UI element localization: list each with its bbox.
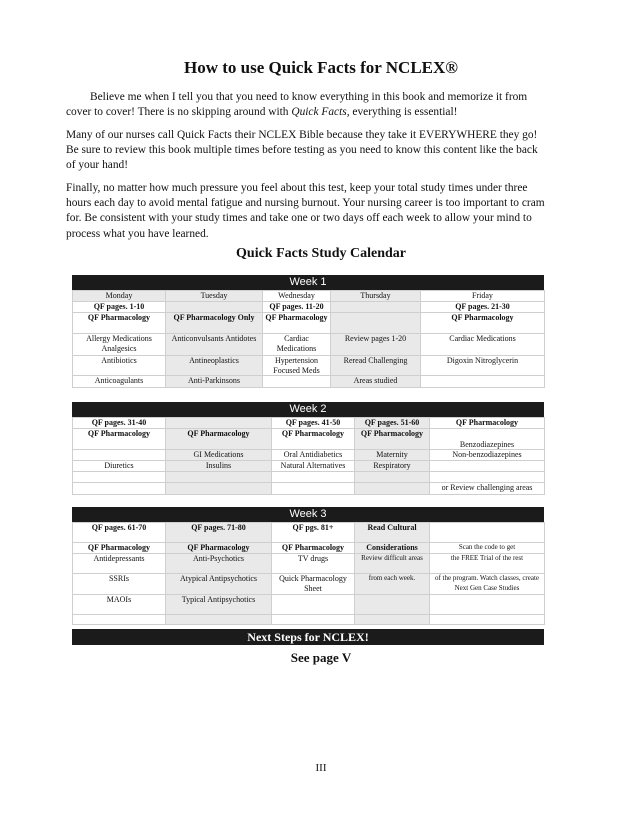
table-row [73, 554, 545, 574]
table-cell: QF Pharmacology [73, 313, 166, 334]
table-cell: Review difficult areas [355, 554, 430, 574]
table-row [73, 376, 545, 388]
table-cell: QF pages. 11-20 [263, 302, 331, 313]
table-cell: Monday [73, 291, 166, 302]
table-cell: QF pages. 31-40 [73, 418, 166, 429]
table-cell: Insulins [166, 461, 272, 472]
table-cell: QF Pharmacology [73, 543, 166, 554]
table-cell: Anti-Psychotics [166, 554, 272, 574]
table-cell: Considerations [355, 543, 430, 554]
table-row [73, 334, 545, 356]
table-cell: Review pages 1-20 [331, 334, 421, 356]
see-page-reference: See page V [290, 650, 352, 665]
table-cell: QF Pharmacology [272, 429, 355, 450]
week-1-header: Week 1 [72, 275, 544, 290]
table-cell: Cardiac Medications [421, 334, 545, 356]
table-cell [263, 376, 331, 388]
table-cell: Non-benzodiazepines [430, 450, 545, 461]
table-cell [166, 418, 272, 429]
table-cell: Digoxin Nitroglycerin [421, 356, 545, 376]
table-cell: MAOIs [73, 595, 166, 615]
table-cell: QF Pharmacology Only [166, 313, 263, 334]
table-cell: Natural Alternatives [272, 461, 355, 472]
table-row [73, 291, 545, 302]
table-cell: Areas studied [331, 376, 421, 388]
table-cell: from each week. [355, 574, 430, 595]
table-cell: Friday [421, 291, 545, 302]
table-cell: Reread Challenging [331, 356, 421, 376]
table-cell [272, 472, 355, 483]
table-cell: TV drugs [272, 554, 355, 574]
table-cell [421, 376, 545, 388]
table-cell: QF pages. 51-60 [355, 418, 430, 429]
table-cell: QF Pharmacology [430, 418, 545, 429]
table-cell [355, 472, 430, 483]
calendar-title: Quick Facts Study Calendar [236, 246, 406, 261]
table-cell: Antidepressants [73, 554, 166, 574]
table-cell: GI Medications [166, 450, 272, 461]
table-cell: QF pages. 1-10 [73, 302, 166, 313]
table-cell: Typical Antipsychotics [166, 595, 272, 615]
table-row [73, 418, 545, 429]
table-cell [166, 615, 272, 625]
week-3-table [72, 522, 545, 625]
week-3-header: Week 3 [72, 507, 544, 522]
table-cell [272, 595, 355, 615]
table-cell: Anticonvulsants Antidotes [166, 334, 263, 356]
table-cell [355, 615, 430, 625]
table-cell: Allergy Medications Analgesics [73, 334, 166, 356]
table-cell: SSRIs [73, 574, 166, 595]
table-cell [331, 313, 421, 334]
table-row [73, 574, 545, 595]
table-cell: QF pages. 21-30 [421, 302, 545, 313]
table-cell: QF Pharmacology [272, 543, 355, 554]
table-cell [355, 483, 430, 495]
next-steps-banner: Next Steps for NCLEX! [72, 629, 544, 645]
table-cell: QF pages. 61-70 [73, 523, 166, 543]
table-cell: Quick Pharmacology Sheet [272, 574, 355, 595]
week-1-block [72, 275, 544, 388]
table-cell [430, 615, 545, 625]
table-cell [73, 615, 166, 625]
book-title-italic: Quick Facts, [291, 106, 350, 119]
table-cell: Tuesday [166, 291, 263, 302]
table-cell: Maternity [355, 450, 430, 461]
study-time-paragraph: Finally, no matter how much pressure you feel about this test, keep your total study times under three hours each day to avoid mental fatigue and nursing burnout. Your nursing career is too important to cram for. Be consistent with your study times and take one or two days off each week to allow your mind to process what you have learned. [66, 182, 545, 240]
table-cell [355, 595, 430, 615]
table-cell: QF Pharmacology [166, 543, 272, 554]
week-3-block [72, 507, 544, 625]
table-cell [73, 483, 166, 495]
table-cell: Antibiotics [73, 356, 166, 376]
table-cell [272, 615, 355, 625]
table-row [73, 523, 545, 543]
intro-text-start: Believe me when I tell you that you need to know everything in this book and memorize it from cover to cover! There is no skipping around with [66, 91, 528, 119]
bible-paragraph: Many of our nurses call Quick Facts their NCLEX Bible because they take it EVERYWHERE they go! Be sure to review this book multiple times before testing as you need to know this content like the back of your hand! [66, 129, 538, 172]
table-cell [430, 595, 545, 615]
table-cell: Respiratory [355, 461, 430, 472]
table-row [73, 450, 545, 461]
table-cell: QF Pharmacology [421, 313, 545, 334]
table-cell: Antineoplastics [166, 356, 263, 376]
table-cell: Scan the code to get [430, 543, 545, 554]
table-row [73, 472, 545, 483]
table-cell: Wednesday [263, 291, 331, 302]
table-row [73, 356, 545, 376]
table-cell [166, 472, 272, 483]
table-cell: QF Pharmacology [73, 429, 166, 450]
week-2-header: Week 2 [72, 402, 544, 417]
table-cell [331, 302, 421, 313]
table-cell [430, 523, 545, 543]
table-row [73, 429, 545, 450]
week-1-table [72, 290, 545, 388]
table-row [73, 483, 545, 495]
table-cell: Read Cultural [355, 523, 430, 543]
table-cell [430, 461, 545, 472]
table-cell [430, 472, 545, 483]
table-cell [73, 472, 166, 483]
intro-paragraph [66, 90, 548, 120]
table-cell: Benzodiazepines [430, 429, 545, 450]
table-cell: Anti-Parkinsons [166, 376, 263, 388]
table-cell: Oral Antidiabetics [272, 450, 355, 461]
table-row [73, 461, 545, 472]
table-cell: Cardiac Medications [263, 334, 331, 356]
table-cell: or Review challenging areas [430, 483, 545, 495]
table-row [73, 302, 545, 313]
week-2-block [72, 402, 544, 495]
page-title: How to use Quick Facts for NCLEX® [184, 58, 458, 77]
table-cell: Atypical Antipsychotics [166, 574, 272, 595]
table-cell: the FREE Trial of the rest [430, 554, 545, 574]
table-cell: Thursday [331, 291, 421, 302]
table-cell [166, 483, 272, 495]
table-cell: Diuretics [73, 461, 166, 472]
intro-text-end: everything is essential! [349, 106, 458, 119]
table-row [73, 595, 545, 615]
table-cell: of the program. Watch classes, create Next Gen Case Studies [430, 574, 545, 595]
table-cell: QF Pharmacology [166, 429, 272, 450]
week-2-table [72, 417, 545, 495]
page-number: III [315, 762, 327, 774]
table-cell: QF pages. 71-80 [166, 523, 272, 543]
table-cell: Anticoagulants [73, 376, 166, 388]
table-row [73, 313, 545, 334]
table-row [73, 615, 545, 625]
table-cell: QF pages. 41-50 [272, 418, 355, 429]
table-cell [73, 450, 166, 461]
table-cell: QF pgs. 81+ [272, 523, 355, 543]
table-row [73, 543, 545, 554]
table-cell: QF Pharmacology [355, 429, 430, 450]
table-cell: Hypertension Focused Meds [263, 356, 331, 376]
table-cell [166, 302, 263, 313]
table-cell [272, 483, 355, 495]
table-cell: QF Pharmacology [263, 313, 331, 334]
